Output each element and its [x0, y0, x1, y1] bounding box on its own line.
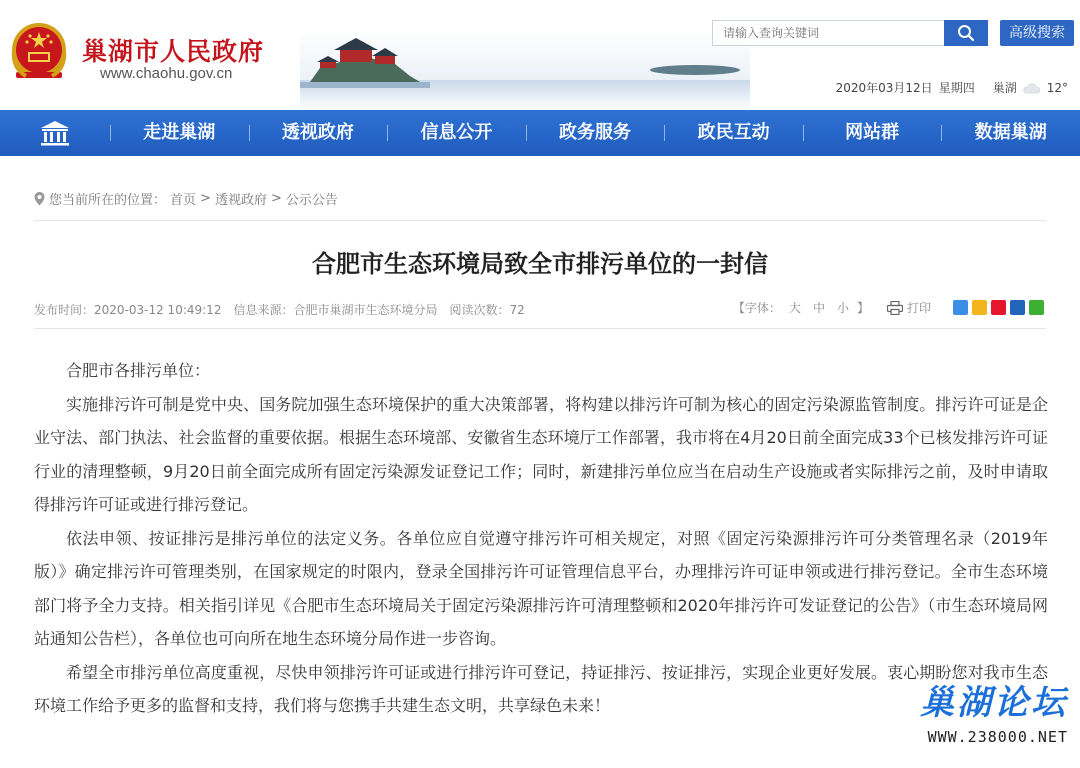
search-button[interactable] [944, 20, 988, 46]
breadcrumb-home[interactable]: 首页 [170, 193, 197, 208]
article-body [34, 354, 1048, 723]
lake-scenery-banner [300, 30, 750, 110]
breadcrumb-separator: > [270, 191, 282, 206]
site-header [0, 0, 1080, 110]
nav-item-shuju[interactable]: 数据巢湖 [941, 110, 1080, 156]
article-meta [34, 301, 525, 318]
forum-watermark [878, 675, 1068, 760]
nav-item-zhengmin[interactable]: 政民互动 [664, 110, 803, 156]
font-small-button[interactable]: 小 [836, 301, 849, 315]
national-emblem-icon[interactable] [8, 20, 70, 84]
cloud-icon [1023, 82, 1041, 94]
breadcrumb [34, 189, 338, 208]
site-url: www.chaohu.gov.cn [100, 65, 233, 82]
current-date: 2020年03月12日 [835, 81, 933, 95]
search-icon [957, 24, 975, 42]
print-button[interactable]: 打印 [906, 301, 931, 315]
article-salutation: 合肥市各排污单位： [66, 361, 211, 380]
nav-home[interactable] [0, 110, 110, 156]
divider [34, 220, 1046, 221]
article-title: 合肥市生态环境局致全市排污单位的一封信 [312, 250, 768, 278]
temperature: 12° [1046, 80, 1068, 95]
share-plus-icon[interactable] [953, 300, 968, 315]
share-qzone-icon[interactable] [972, 300, 987, 315]
breadcrumb-toushi[interactable]: 透视政府 [214, 193, 267, 208]
nav-item-toushi[interactable]: 透视政府 [249, 110, 388, 156]
font-label-close: 】 [856, 301, 869, 315]
main-nav [0, 110, 1080, 156]
nav-item-xinxi[interactable]: 信息公开 [387, 110, 526, 156]
share-weibo-icon[interactable] [991, 300, 1006, 315]
font-large-button[interactable]: 大 [788, 301, 801, 315]
view-count: 阅读次数：72 [449, 303, 525, 317]
share-wechat-icon[interactable] [1029, 300, 1044, 315]
home-building-icon [40, 120, 70, 146]
current-weekday: 星期四 [938, 81, 975, 95]
article-paragraph: 依法申领、按证排污是排污单位的法定义务。各单位应自觉遵守排污许可相关规定，对照《固定污染源排污许可分类管理名录（2019年版）》确定排污许可管理类别，在国家规定的时限内，登录全国排污许可证管理信息平台，办理排污许可证申领或进行排污登记。全市生态环境部门将予全力支持。相关指引详见《合肥市生态环境局关于固定污染源排污许可清理整顿和2020年排污许可发证登记的公告》（市生态环境局网站通知公告栏），各单位也可向所在地生态环境分局作进一步咨询。 [34, 528, 1048, 648]
nav-item-wangzhanqun[interactable]: 网站群 [803, 110, 942, 156]
share-icons [953, 300, 1044, 315]
font-label-open: 【字体： [732, 301, 781, 315]
watermark-url: WWW.238000.NET [927, 728, 1068, 746]
search-input[interactable] [712, 20, 944, 46]
breadcrumb-prefix: 您当前所在的位置： [49, 193, 167, 208]
watermark-title: 巢湖论坛 [920, 683, 1068, 723]
nav-item-zhengwu[interactable]: 政务服务 [526, 110, 665, 156]
article-tools [733, 299, 1044, 316]
site-title[interactable]: 巢湖市人民政府 [82, 37, 265, 66]
location-pin-icon [34, 192, 45, 206]
info-source: 信息来源：合肥市巢湖市生态环境分局 [233, 303, 438, 317]
advanced-search-button[interactable]: 高级搜索 [1000, 20, 1074, 46]
publish-time: 发布时间：2020-03-12 10:49:12 [34, 303, 222, 317]
breadcrumb-gonggao[interactable]: 公示公告 [285, 193, 338, 208]
article-paragraph: 实施排污许可制是党中央、国务院加强生态环境保护的重大决策部署，将构建以排污许可制为核心的固定污染源监管制度。排污许可证是企业守法、部门执法、社会监督的重要依据。根据生态环境部、安徽省生态环境厅工作部署，我市将在4月20日前全面完成33个已核发排污许可证行业的清理整顿，9月20日前全面完成所有固定污染源发证登记工作；同时，新建排污单位应当在启动生产设施或者实际排污之前，及时申请取得排污许可证或进行排污登记。 [34, 394, 1048, 514]
divider [34, 328, 1046, 329]
share-renren-icon[interactable] [1010, 300, 1025, 315]
breadcrumb-separator: > [200, 191, 211, 206]
font-medium-button[interactable]: 中 [812, 301, 825, 315]
weather-city: 巢湖 [992, 81, 1017, 95]
article-paragraph: 希望全市排污单位高度重视，尽快申领排污许可证或进行排污许可登记，持证排污、按证排污，实现企业更好发展。衷心期盼您对我市生态环境工作给予更多的监督和支持，我们将与您携手共建生态文明，共享绿色未来！ [34, 662, 1048, 715]
nav-item-zoujin[interactable]: 走进巢湖 [110, 110, 249, 156]
date-weather-bar [836, 79, 1068, 96]
printer-icon[interactable] [887, 301, 903, 315]
